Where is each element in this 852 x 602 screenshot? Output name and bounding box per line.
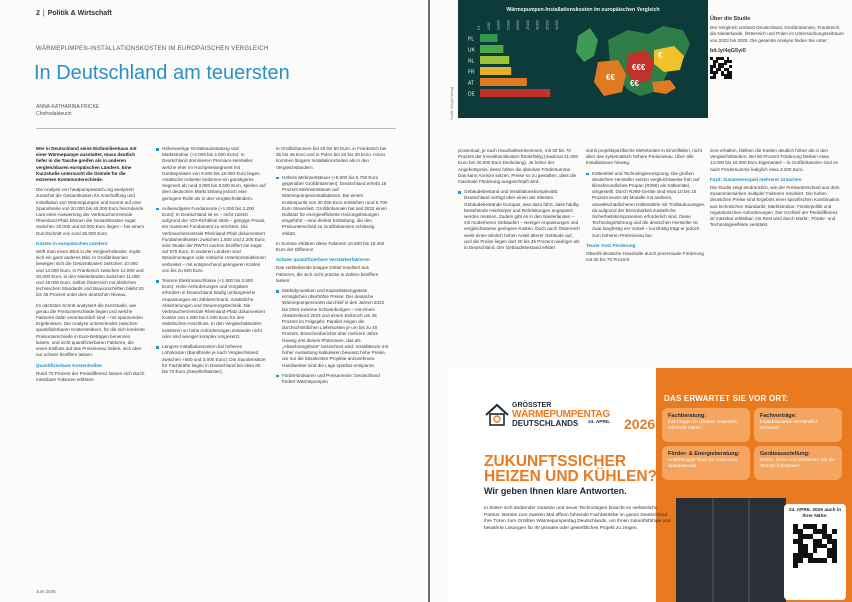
feature-text: Expertenwissen verständlich vermittelt.: [760, 419, 819, 430]
bullet-item: Höhere Mehrwertsteuer (+5.000 bis 5.700 Euro gegenüber Großbritannien): Deutschland erhebt 19 Prozent Mehrwertsteuer auf Wärmepumpeninstallationen. Bei einem Kostenpunkt von 30.000 Euro entstehen rund 5.700 Euro Steuerlast. Großbritannien hat seit 2022 einen Nullsatz für energieeffiziente Heizungslösungen eingeführt – eine direkte Entlastung, die den Preisunterschied zu Großbritannien schlüssig erklärt.: [276, 175, 388, 237]
paragraph: In Summe erklären diese Faktoren 10.500 bis 18.400 Euro der Differenz.: [276, 240, 385, 253]
expect-title: DAS ERWARTET SIE VOR ORT:: [664, 394, 789, 403]
study-link[interactable]: bit.ly/4qG5yi0: [710, 47, 746, 54]
bar-de: [480, 89, 550, 97]
right-page: [430, 0, 852, 602]
column-3: [276, 146, 388, 576]
page-number: 2: [36, 10, 40, 17]
logo-date: 24. APRIL: [588, 420, 611, 425]
paragraph: zent erhalten, bleiben die Kosten deutlich höher als in den Vergleichsländern. Bei 50 Prozent Förderung bleiben etwa 14.000 bis 16.000 Euro Eigenanteil – in Großbritannien sind es nach Fördersumme lediglich etwa 3.200 Euro.: [710, 148, 838, 172]
feature-box: [662, 446, 750, 480]
about-title: Über die Studie: [710, 16, 751, 22]
category-label: AT: [468, 80, 475, 87]
feature-box: [754, 408, 842, 442]
author-name: ANNA-KATHARINA FRICKE: [36, 104, 100, 110]
event-logo: [484, 402, 656, 442]
tick-label: 15.000: [506, 20, 511, 30]
column-2: [586, 148, 706, 364]
ad-subheadline: Wir geben Ihnen klare Antworten.: [484, 486, 627, 496]
paragraph: in Großbritannien bei 45 bis 60 Euro, in Frankreich bei 35 bis 45 Euro und in Polen bei 20 bis 30 Euro. Hinzu kommen längere Installationszeiten als in den Vergleichsländern.: [276, 146, 387, 170]
feature-box: [754, 446, 842, 480]
bullet-item: Förderstrukturen und Preisanreize: Deutschland fördert Wärmepumpen: [276, 373, 388, 385]
chart-title: Wärmepumpen-Installationskosten im europäischen Vergleich: [506, 7, 660, 13]
byline: [36, 104, 99, 118]
paragraph: Das verbleibende knappe Drittel resultiert aus Faktoren, die sich nicht präzise in Zahlen beziffern lassen:: [276, 265, 379, 283]
bullet-item: Höherwertige Gerätteausstattung und Marktstruktur (+2.009 bis 4.000 Euro): In Deutschland dominieren Premium-Hersteller, welche eher im Hochpreissegment mit Gerätepreisen von 9.000 bis 18.000 Euro liegen. Asiatische Anbieter bedienen ein günstigeres Segment ab rund 3.000 bis 8.500 Euro, spielen auf dem deutschen Markt bislang jedoch eine geringere Rolle als in den Vergleichsländern.: [156, 146, 266, 202]
bar-pl: [480, 34, 498, 42]
page-header: 2 | Politik & Wirtschaft: [36, 10, 112, 17]
bar-uk: [480, 45, 503, 53]
map-price-label: €: [658, 51, 663, 60]
feature-title: Fachberatung:: [668, 413, 707, 419]
feature-text: Ihre Fragen im direkten Gespräch mit Profis klären.: [668, 419, 737, 430]
paragraph: Rund 70 Prozent der Preisdifferenz lassen sich durch messbare Faktoren erklären:: [36, 370, 145, 382]
feature-text: Sehen, hören und verstehen, wie die Technik funktioniert.: [760, 457, 835, 468]
kicker: WÄRMEPUMPEN-INSTALLATIONSKOSTEN IM EUROPÄISCHEN VERGLEICH: [36, 46, 269, 52]
chart-credit: Grafik: Weigel-Verlag: [450, 86, 454, 120]
map-price-label: €€: [630, 79, 639, 88]
qr-code-icon[interactable]: [710, 57, 732, 79]
bullet-item: Längere Installationszeiten bei höheren Lohnkosten (Bandbreite je nach Vergleichsland zwischen +500 und 3.000 Euro): Die Stundensätze für Fachkräfte liegen in Deutschland bei etwa 60 bis 70 Euro (Geselle/Meister),: [156, 344, 266, 375]
column-1: [458, 148, 580, 364]
bullet-item: Teurere Elektroanschlüsse (+1.500 bis 2.500 Euro): Hohe Anforderungen und Vorgaben erfordern in Deutschland häufig umfangreiche Anpassungen am Zählerschrank, zusätzliche Absicherungen und Steuerungstechnik. Die Verbraucherzentrale Rheinland-Pfalz dokumentiert Kosten von 1.800 bis 4.000 Euro für den elektrischen Anschluss. In den Vergleichsländern existieren so hohe Anforderungen entweder nicht oder sind weniger komplex umgesetzt.: [156, 278, 266, 340]
tick-label: 0 €: [477, 25, 481, 30]
ad-body: In Zeiten sich ändernder Gesetze und neuer Technologien braucht es verlässliche Partner. Bereits zum zweiten Mal öffnen führende Fachbetriebe im ganze Deutschland ihre Türen zum Größten Wärmepumpentag Deutschlands, um Ihnen zukunftsfähige und bewährte Lösungen für Ihr privates oder gewerbliches Projekt zu zeigen.: [484, 506, 671, 531]
subheading: Quantifizierbare Kostentreiber: [36, 362, 103, 368]
heat-pump-image: [676, 498, 786, 602]
tick-label: 35.000: [545, 20, 550, 30]
house-icon: [484, 402, 510, 428]
column-2: [156, 146, 266, 576]
map-price-label: €€€: [632, 63, 646, 72]
subheading: Schwer quantifizierbare Verstärkerfaktoren: [276, 257, 370, 263]
logo-line-3: DEUTSCHLANDS: [512, 419, 579, 428]
author-role: Chefredakteurin: [36, 111, 72, 117]
bullet-item: Aufwendigere Fundamente (+1.000 bis 2.200 Euro): In Deutschland ist es – nicht zuletzt aufgrund der VDI-Richtlinie 4645 – gängige Praxis, ein massives Fundament zu errichten. Die Verbraucherzentrale Rheinland-Pfalz dokumentiert Fundamentkosten zwischen 1.500 und 2.200 Euro; eine Studie der RWTH Aachen beziffert sie sogar auf 570 Euro. In anderen Ländern sind Wandmontagen oder einfache Unterkonstruktionen verbreitet – mit entsprechend geringeren Kosten von bis zu 500 Euro.: [156, 206, 266, 274]
feature-title: Förder- & Energieberatung:: [668, 451, 740, 457]
bullet-item: Kältemittel und Technologievorsprung: Die großen deutschen Hersteller setzen vergleichsweise früh auf klimafreundliches Propan (R290) als Kältemittel, umgestellt. Durch R290-Geräte sind etwa 10 bis 15 Prozent teurer als Modelle mit anderen, umweltschädlicheren Kältemitteln mit Trolltaubuunsgen, da aufgrund der Brennbarkeit zusätzliche Sicherheitskomponenten erforderlich sind. Diese Technologieführung und die deutschen Hersteller ist zwar langfristig ein Vorteil – kurzfristig trägt er jedoch zum höheren Preisniveau bei.: [586, 171, 706, 239]
feature-text: Unabhängige Tipps für maximales Sparpotenzial.: [668, 457, 738, 468]
lead-text: Wer in Deutschland seine Einfamilienhaus mit einer Wärmepumpe ausstattet, muss deutlich tiefer in die Tasche greifen als in anderen vergleichbaren europäischen Ländern. Eine Kurzstudie untersucht die Gründe für die extremen Kostenunterschiede.: [36, 146, 137, 183]
chart-svg: [458, 0, 708, 118]
feature-title: Fachvorträge:: [760, 413, 797, 419]
category-label: DE: [468, 91, 475, 98]
logo-line-1: GRÖSSTER: [512, 402, 552, 409]
bullet-item: Marktdynamiken und Kapazitätsengpässe ermöglichen überhöhte Preise: Der deutsche Wärmepumpenmarkt durchlief in den Jahren 2022 bis 2024 extreme Schwankungen – mit einem Absatzrekord 2023 und einem Einbruch um 46 Prozent im Folgejahr. Parallel zeigen die durchschnittlichen Lieferkosten je um bis zu 40 Prozent. Branchenberichte über mehrere Jahre hinweg erst dieses Phänomen, das als „Abwehrangebote“ bezeichnet wird: Installateure mit hoher Auslastung kalkulieren bewusst hohe Preise, um nur die lukrativsten Projekte anzunehmen. Handwerker sind die Lage spürbar entspannt.: [276, 288, 388, 369]
about-text: Der Vergleich umfasst Deutschland, Großbritannien, Frankreich, die Niederlande, Österreich und Polen im Untersuchungszeitraum von 2022 bis 2025. Die gesamte Analyse finden Sie unter:: [710, 25, 844, 43]
category-label: FR: [468, 69, 475, 76]
section-name: Politik & Wirtschaft: [47, 10, 112, 17]
paragraph: Wirft man einen Blick in die Vergleichsländer, ergibt sich ein ganz anderes Bild. In Großbritannien bewegen sich die Gesamtkosten zwischen 10.000 und 14.000 Euro, in Frankreich zwischen 12.000 und 20.000 Euro, in den Niederlanden zwischen 11.000 und 19.000 Euro. Selbst Österreich mit ähnlichen technischen Standards und Bauvorschriften bleibt 20 bis 35 Prozent unter dem deutschen Niveau.: [36, 249, 144, 298]
subheading: Teurer trotz Förderung: [586, 242, 636, 248]
paragraph: Obwohl deutsche Haushalte durch prozentuale Förderung mit 30 bis 70 Prozent: [586, 251, 704, 263]
paragraph: Die Analyse von heatpumpswatch.org analysiert zunächst die Gesamtkosten für Anschaffung und Installation von Wärmepumpen und kommt auf eine Spannbreite von 20.000 bis 40.000 Euro hierzulande. Laut einer Auswertung der Verbraucherzentrale Rheinland-Pfalz können die Gesamtkosten sogar zwischen 20.000 und 63.000 Euro liegen – bei einem Durchschnitt von rund 36.000 Euro.: [36, 187, 145, 236]
bar-at: [480, 78, 527, 86]
subheading: Kosten in europäischen Ländern: [36, 240, 108, 246]
paragraph: Die Studie zeigt eindrücklich, wie der Preisunterschied aus dem Zusammenwirken multipler Faktoren resultiert. Die hohen deutschen Preise sind Ergebnis einer spezifischen Kombination aus technischen Standards, Marktstruktur, Förderpolitik und regulatorischen Anforderungen. Der Großteil der Preisdifferenz ist messbar erklärbar, ein Rest wird durch Markt-, Förder- und Technologieeffekte verstärkt.: [710, 185, 840, 228]
advertisement: [448, 368, 852, 602]
paragraph: Im nächsten Schritt analysiert die Kurzstudie, wie genau die Preisunterschiede liegen und welche Faktoren dafür verantwortlich sind – mit spannenden Ergebnissen. Die Analyse unterscheidet zwischen quantifizierbaren Kostentreibern, für die sich konkrete Preisunterschiede in Euro-Beträgen benennen lassen, und nicht quantifizierbaren Faktoren, die einen Einfluss auf das Preisniveau haben, sich aber nur schwer beziffern lassen.: [36, 302, 145, 358]
badge-text: 24. APRIL 2026 auch in Ihrer Nähe:: [788, 508, 842, 519]
paragraph: somit projektspezifische Mehrkosten in Einzelfällen, nicht aber das systematisch höhere Preisniveau. Über alle Installationen hinweg.: [586, 148, 702, 166]
bullet-item: Gebäudebestand und Installationskomplexität: Deutschland verfügt über einen der ältesten Gebäudebestände Europas, was dazu führt, dass häufig bestehende Heizkörper und Rohrleitungen angepasst werden müssen. Zudem gibt es in den Niederlanden – mit moderneren Gebäuden – weniger Anpassungen und vergleichsweise geringere Kosten. Doch auch Österreich weist einen ähnlich hohen Anteil älterer Gebäude auf, und die Preise liegen dort 20 bis 35 Prozent niedriger als in Deutschland. Der Gebäudebestand erklärt: [458, 189, 580, 251]
tick-label: 40.000: [555, 20, 559, 30]
divider: [36, 128, 396, 129]
date-badge: [784, 504, 846, 600]
bar-nl: [480, 56, 509, 64]
logo-line-2: WÄRMEPUMPENTAG: [512, 409, 610, 420]
bar-fr: [480, 67, 511, 75]
column-1: [36, 146, 146, 576]
feature-box: [662, 408, 750, 442]
category-label: PL: [468, 36, 475, 43]
map-price-label: €€: [606, 73, 615, 82]
subheading: Fazit: Zusammenspiel mehrerer Ursachen: [710, 176, 802, 182]
tick-label: 10.000: [496, 20, 501, 30]
tick-label: 25.000: [525, 20, 530, 30]
tick-label: 30.000: [535, 20, 540, 30]
feature-title: Geräteausstellung:: [760, 451, 810, 457]
study-info: [710, 12, 846, 79]
cost-chart: [458, 0, 708, 118]
tick-label: 5.000: [486, 22, 491, 30]
logo-year: 2026: [624, 416, 656, 432]
category-label: NL: [468, 58, 475, 65]
headline: In Deutschland am teuersten: [34, 62, 290, 84]
tick-label: 20.000: [516, 20, 520, 30]
category-label: UK: [468, 47, 475, 54]
ad-headline: ZUKUNFTSSICHER HEIZEN UND KÜHLEN?: [484, 453, 658, 485]
page-footer: Juni 2026: [36, 589, 56, 594]
qr-code-icon[interactable]: [793, 524, 837, 568]
paragraph: prozentual, je nach Haushaltseinkommen, mit 30 bis 70 Prozent der Investitionskosten förderfähig (maximal 21.000 Euro bei 30.000 Euro Deckelung). Je höher der Angebotspreis, desto höher die absolute Fördersumme. Das kann Anreize setzen, Preise so zu gestalten, dass die maximale Förderung ausgeschöpft wird.: [458, 148, 579, 185]
column-3: [710, 148, 842, 364]
